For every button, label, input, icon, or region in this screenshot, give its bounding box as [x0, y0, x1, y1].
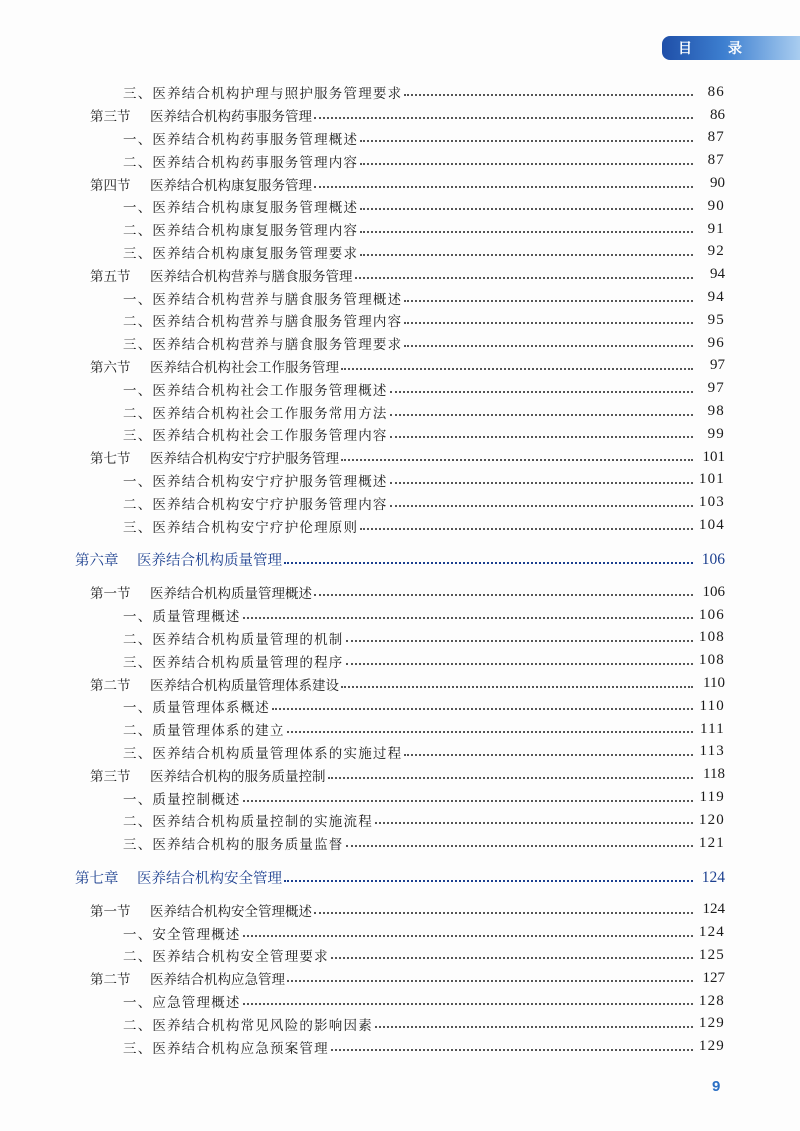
entry-page-number: 127: [702, 969, 725, 986]
toc-subsection-entry[interactable]: [0, 990, 800, 1013]
entry-title: 医养结合机构营养与膳食服务管理: [150, 268, 353, 285]
toc-section-entry[interactable]: [0, 172, 800, 195]
entry-label: 第三节: [90, 768, 131, 785]
entry-page-number: 98: [707, 403, 725, 420]
dot-leader: [346, 845, 694, 847]
entry-title: 医养结合机构安全管理: [137, 871, 282, 887]
dot-leader: [243, 1003, 693, 1005]
entry-page-number: 128: [698, 992, 725, 1009]
entry-title: 医养结合机构社会工作服务管理: [150, 359, 339, 376]
entry-page-number: 110: [703, 675, 725, 692]
entry-title: 一、安全管理概述: [123, 926, 241, 943]
entry-title: 一、医养结合机构康复服务管理概述: [123, 200, 359, 217]
toc-subsection-entry[interactable]: [0, 309, 800, 332]
toc-subsection-entry[interactable]: [0, 400, 800, 423]
entry-page-number: 90: [707, 197, 725, 214]
toc-subsection-entry[interactable]: [0, 695, 800, 718]
entry-title: 二、医养结合机构常见风险的影响因素: [123, 1017, 373, 1034]
entry-title: 一、质量控制概述: [123, 791, 241, 808]
dot-leader: [375, 822, 693, 824]
dot-leader: [284, 562, 693, 564]
dot-leader: [404, 754, 693, 756]
entry-page-number: 97: [707, 380, 725, 397]
toc-subsection-entry[interactable]: [0, 604, 800, 627]
dot-leader: [360, 163, 693, 165]
entry-page-number: 119: [699, 789, 725, 805]
entry-label: 第二节: [90, 972, 131, 989]
entry-title: 医养结合机构安全管理概述: [150, 903, 312, 920]
dot-leader: [360, 528, 693, 530]
toc-section-entry[interactable]: [0, 967, 800, 990]
entry-title: 二、医养结合机构安全管理要求: [123, 949, 329, 966]
entry-page-number: 124: [702, 901, 725, 918]
entry-title: 二、医养结合机构营养与膳食服务管理内容: [123, 314, 403, 331]
entry-label: 第五节: [90, 268, 131, 285]
entry-page-number: 110: [699, 697, 725, 714]
entry-page-number: 113: [699, 743, 725, 760]
entry-label: 第一节: [90, 586, 131, 603]
entry-title: 二、医养结合机构质量控制的实施流程: [123, 814, 373, 831]
entry-page-number: 106: [698, 606, 725, 623]
dot-leader: [341, 686, 693, 688]
entry-title: 三、医养结合机构社会工作服务管理内容: [123, 428, 388, 445]
toc-subsection-entry[interactable]: [0, 1012, 800, 1035]
entry-page-number: 96: [707, 334, 725, 351]
entry-page-number: 87: [707, 129, 725, 146]
entry-page-number: 86: [710, 106, 725, 123]
dot-leader: [346, 663, 694, 665]
entry-page-number: 94: [710, 266, 725, 283]
entry-page-number: 87: [707, 152, 725, 169]
dot-leader: [390, 436, 693, 438]
toc-subsection-entry[interactable]: [0, 944, 800, 967]
dot-leader: [284, 880, 693, 882]
toc-subsection-entry[interactable]: [0, 491, 800, 514]
entry-label: 第三节: [90, 109, 131, 126]
dot-leader: [243, 935, 693, 937]
toc-subsection-entry[interactable]: [0, 741, 800, 764]
toc-section-entry[interactable]: [0, 763, 800, 786]
toc-subsection-entry[interactable]: [0, 786, 800, 809]
entry-title: 三、医养结合机构护理与照护服务管理要求: [123, 86, 403, 103]
entry-page-number: 94: [707, 289, 725, 306]
entry-title: 医养结合机构康复服务管理: [150, 177, 312, 194]
entry-page-number: 129: [698, 1015, 725, 1032]
toc-subsection-entry[interactable]: [0, 149, 800, 172]
dot-leader: [390, 505, 693, 507]
dot-leader: [390, 391, 693, 393]
dot-leader: [287, 731, 693, 733]
entry-title: 一、医养结合机构营养与膳食服务管理概述: [123, 291, 403, 308]
entry-title: 医养结合机构的服务质量控制: [150, 768, 326, 785]
toc-section-entry[interactable]: [0, 581, 800, 604]
dot-leader: [346, 640, 694, 642]
entry-title: 医养结合机构质量管理体系建设: [150, 677, 339, 694]
dot-leader: [404, 322, 693, 324]
entry-page-number: 108: [698, 652, 725, 669]
dot-leader: [314, 912, 693, 914]
entry-page-number: 101: [698, 471, 725, 488]
dot-leader: [314, 186, 693, 188]
dot-leader: [243, 617, 693, 619]
entry-title: 医养结合机构质量管理: [137, 553, 282, 570]
dot-leader: [355, 277, 694, 279]
dot-leader: [331, 1049, 693, 1051]
toc-subsection-entry[interactable]: [0, 1035, 800, 1058]
entry-label: 第一节: [90, 903, 131, 920]
toc-section-entry[interactable]: [0, 446, 800, 469]
entry-page-number: 95: [707, 311, 725, 328]
toc-subsection-entry[interactable]: [0, 195, 800, 218]
entry-page-number: 92: [707, 243, 725, 260]
dot-leader: [341, 459, 693, 461]
entry-title: 二、质量管理体系的建立: [123, 723, 285, 740]
entry-title: 一、医养结合机构安宁疗护服务管理概述: [123, 473, 388, 490]
dot-leader: [390, 482, 693, 484]
dot-leader: [404, 345, 693, 347]
entry-page-number: 90: [710, 175, 725, 192]
dot-leader: [390, 414, 693, 416]
toc-subsection-entry[interactable]: [0, 832, 800, 855]
entry-title: 一、质量管理概述: [123, 609, 241, 626]
dot-leader: [272, 708, 693, 710]
entry-label: 第七节: [90, 451, 131, 468]
entry-title: 三、医养结合机构营养与膳食服务管理要求: [123, 337, 403, 354]
dot-leader: [360, 231, 693, 233]
entry-title: 医养结合机构应急管理: [150, 972, 285, 989]
entry-page-number: 91: [707, 220, 725, 237]
entry-page-number: 124: [701, 868, 725, 886]
entry-title: 二、医养结合机构安宁疗护服务管理内容: [123, 496, 388, 513]
entry-title: 三、医养结合机构康复服务管理要求: [123, 245, 359, 262]
toc-subsection-entry[interactable]: [0, 241, 800, 264]
dot-leader: [404, 300, 693, 302]
toc-subsection-entry[interactable]: [0, 649, 800, 672]
toc-subsection-entry[interactable]: [0, 286, 800, 309]
entry-page-number: 111: [700, 720, 725, 737]
dot-leader: [328, 777, 694, 779]
entry-title: 医养结合机构安宁疗护服务管理: [150, 451, 339, 468]
entry-page-number: 106: [702, 583, 725, 600]
entry-label: 第六章: [75, 553, 119, 570]
entry-label: 第四节: [90, 177, 131, 194]
dot-leader: [375, 1026, 693, 1028]
entry-page-number: 124: [698, 924, 725, 941]
toc-subsection-entry[interactable]: [0, 332, 800, 355]
dot-leader: [331, 957, 693, 959]
entry-page-number: 106: [701, 550, 725, 568]
page-number: 9: [712, 1078, 721, 1095]
dot-leader: [243, 800, 693, 802]
toc-subsection-entry[interactable]: [0, 627, 800, 650]
toc-section-entry[interactable]: [0, 672, 800, 695]
toc-subsection-entry[interactable]: [0, 377, 800, 400]
entry-page-number: 120: [698, 811, 725, 828]
entry-page-number: 99: [707, 425, 725, 442]
entry-page-number: 129: [698, 1038, 725, 1055]
entry-title: 二、医养结合机构康复服务管理内容: [123, 223, 359, 240]
dot-leader: [341, 368, 693, 370]
toc-subsection-entry[interactable]: [0, 423, 800, 446]
entry-title: 一、医养结合机构社会工作服务管理概述: [123, 382, 388, 399]
entry-title: 三、医养结合机构质量管理体系的实施过程: [123, 745, 403, 762]
entry-page-number: 103: [698, 494, 725, 511]
dot-leader: [360, 254, 693, 256]
entry-page-number: 97: [710, 357, 725, 374]
table-of-contents: [0, 81, 800, 1058]
dot-leader: [287, 980, 693, 982]
entry-page-number: 104: [698, 517, 725, 534]
toc-chapter-entry[interactable]: [0, 866, 800, 890]
toc-subsection-entry[interactable]: [0, 469, 800, 492]
entry-page-number: 101: [702, 448, 725, 465]
entry-page-number: 121: [698, 834, 725, 851]
entry-title: 医养结合机构质量管理概述: [150, 586, 312, 603]
toc-section-entry[interactable]: [0, 263, 800, 286]
toc-header-tab: [662, 36, 800, 60]
dot-leader: [360, 208, 693, 210]
entry-title: 二、医养结合机构社会工作服务常用方法: [123, 405, 388, 422]
entry-label: 第二节: [90, 677, 131, 694]
toc-subsection-entry[interactable]: [0, 514, 800, 537]
toc-section-entry[interactable]: [0, 355, 800, 378]
dot-leader: [314, 117, 693, 119]
entry-title: 三、医养结合机构安宁疗护伦理原则: [123, 519, 359, 536]
toc-chapter-entry[interactable]: [0, 548, 800, 572]
entry-page-number: 86: [707, 83, 725, 100]
dot-leader: [360, 140, 693, 142]
entry-title: 三、医养结合机构应急预案管理: [123, 1040, 329, 1057]
entry-page-number: 108: [698, 629, 725, 646]
entry-title: 二、医养结合机构质量管理的机制: [123, 631, 344, 648]
entry-title: 医养结合机构药事服务管理: [150, 109, 312, 126]
toc-subsection-entry[interactable]: [0, 718, 800, 741]
entry-page-number: 125: [698, 946, 725, 963]
toc-subsection-entry[interactable]: [0, 81, 800, 104]
toc-subsection-entry[interactable]: [0, 809, 800, 832]
entry-title: 一、质量管理体系概述: [123, 700, 270, 717]
dot-leader: [404, 94, 693, 96]
entry-title: 一、应急管理概述: [123, 995, 241, 1012]
entry-title: 二、医养结合机构药事服务管理内容: [123, 154, 359, 171]
entry-title: 三、医养结合机构质量管理的程序: [123, 654, 344, 671]
toc-subsection-entry[interactable]: [0, 921, 800, 944]
toc-subsection-entry[interactable]: [0, 127, 800, 150]
tab-label-mu: 目: [678, 41, 692, 57]
entry-title: 三、医养结合机构的服务质量监督: [123, 837, 344, 854]
entry-page-number: 118: [703, 766, 725, 783]
toc-subsection-entry[interactable]: [0, 218, 800, 241]
entry-label: 第六节: [90, 359, 131, 376]
tab-label-lu: 录: [728, 41, 742, 57]
toc-section-entry[interactable]: [0, 104, 800, 127]
dot-leader: [314, 594, 693, 596]
toc-section-entry[interactable]: [0, 899, 800, 922]
entry-label: 第七章: [75, 871, 119, 887]
entry-title: 一、医养结合机构药事服务管理概述: [123, 131, 359, 148]
